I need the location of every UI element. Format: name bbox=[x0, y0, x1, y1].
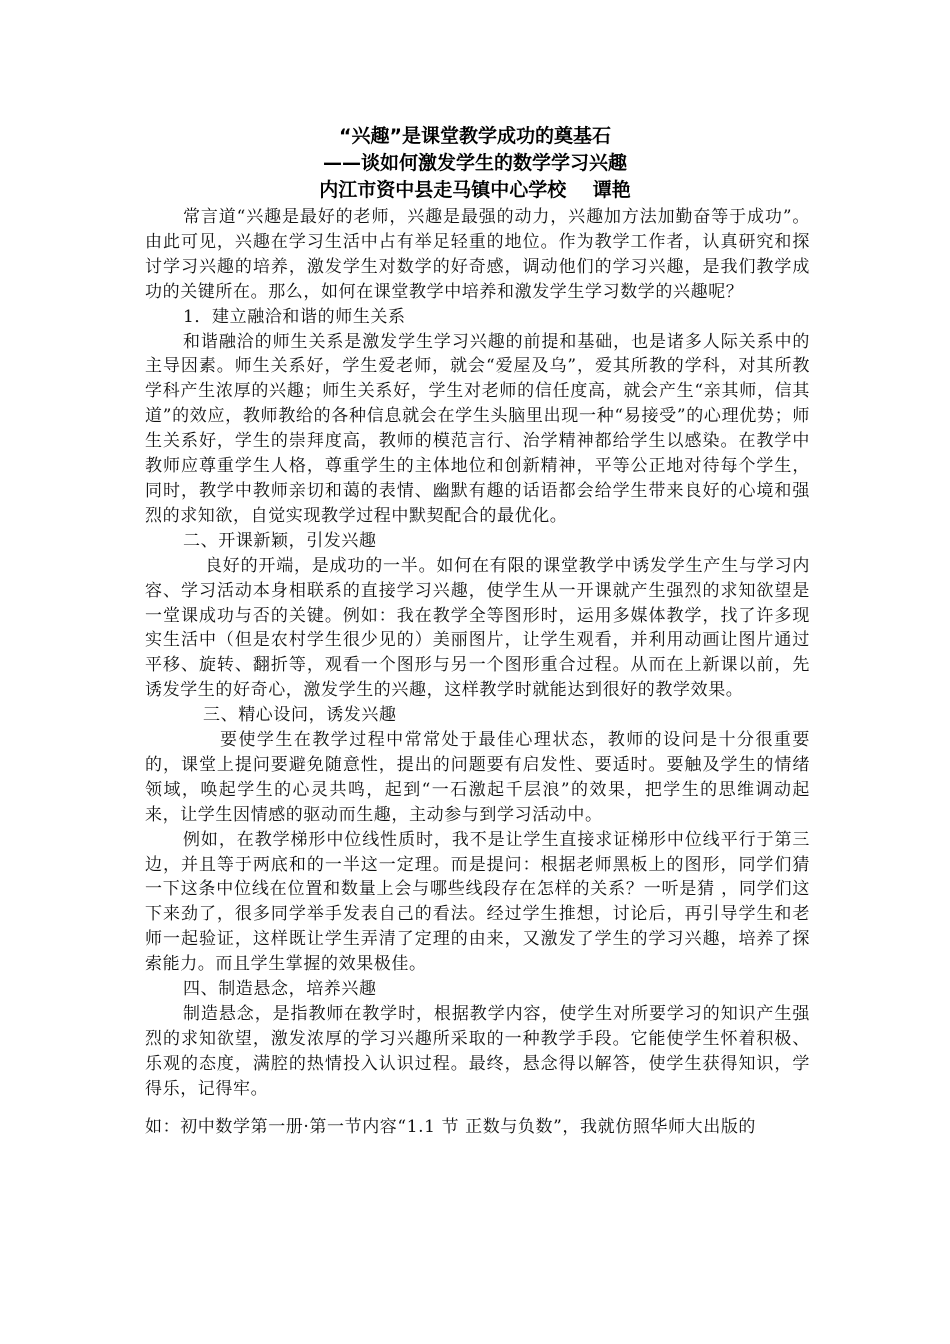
section-1-paragraph: 和谐融洽的师生关系是激发学生学习兴趣的前提和基础，也是诸多人际关系中的主导因素。师生关系好，学生爱老师，就会“爱屋及乌”，爱其所教的学科，对其所教学科产生浓厚的兴趣；师生关系好，学生对老师的信任度高，就会产生“亲其师，信其道”的效应，教师教给的各种信息就会在学生头脑里出现一种“易接受”的心理优势；师生关系好，学生的崇拜度高，教师的模范言行、治学精神都给学生以感染。在教学中教师应尊重学生人格，尊重学生的主体地位和创新精神，平等公正地对待每个学生，同时，教学中教师亲切和蔼的表情、幽默有趣的话语都会给学生带来良好的心境和强烈的求知欲，自觉实现教学过程中默契配合的最优化。 bbox=[145, 331, 810, 526]
section-heading-2: 二、开课新颖，引发兴趣 bbox=[183, 530, 377, 551]
intro-paragraph: 常言道“兴趣是最好的老师，兴趣是最强的动力，兴趣加方法加勤奋等于成功”。由此可见，兴趣在学习生活中占有举足轻重的地位。作为教学工作者，认真研究和探讨学习兴趣的培养，激发学生对数学的好奇感，调动他们的学习兴趣，是我们教学成功的关键所在。那么，如何在课堂教学中培养和激发学生学习数学的兴趣呢？ bbox=[145, 207, 810, 302]
section-heading-3: 三、精心设问，诱发兴趣 bbox=[203, 705, 397, 726]
document-title: “兴趣”是课堂教学成功的奠基石 bbox=[339, 125, 611, 147]
example-paragraph: 例如，在教学梯形中位线性质时，我不是让学生直接求证梯形中位线平行于第三边，并且等于两底和的一半这一定理。而是提问：根据老师黑板上的图形，同学们猜一下这条中位线在位置和数量上会与哪些线段存在怎样的关系？一听是猜 ，同学们这下来劲了，很多同学举手发表自己的看法。经过学生推想，讨论后，再引导学生和老师一起验证，这样既让学生弄清了定理的由来，又激发了学生的学习兴趣，培养了探索能力。而且学生掌握的效果极佳。 bbox=[145, 829, 810, 975]
section-3-paragraph: 要使学生在教学过程中常常处于最佳心理状态，教师的设问是十分很重要的，课堂上提问要避免随意性，提出的问题要有启发性、要适时。要触及学生的情绪领域，唤起学生的心灵共鸣，起到“一石激起千层浪”的效果，把学生的思维调动起来，让学生因情感的驱动而生趣，主动参与到学习活动中。 bbox=[145, 730, 810, 825]
document-body bbox=[145, 205, 810, 1140]
document-subtitle: ——谈如何激发学生的数学学习兴趣 bbox=[322, 152, 627, 174]
author-line: 内江市资中县走马镇中心学校 谭艳 bbox=[319, 179, 631, 201]
section-heading-1: 1．建立融洽和谐的师生关系 bbox=[183, 306, 406, 327]
title-block bbox=[145, 123, 805, 204]
example-intro-paragraph: 如：初中数学第一册·第一节内容“1.1 节 正数与负数”，我就仿照华师大出版的 bbox=[145, 1116, 757, 1137]
section-heading-4: 四、制造悬念，培养兴趣 bbox=[183, 979, 377, 1000]
section-4-paragraph: 制造悬念，是指教师在教学时，根据教学内容，使学生对所要学习的知识产生强烈的求知欲望，激发浓厚的学习兴趣所采取的一种教学手段。它能使学生怀着积极、乐观的态度，满腔的热情投入认识过程。最终，悬念得以解答，使学生获得知识，学得乐，记得牢。 bbox=[145, 1004, 810, 1099]
section-2-paragraph: 良好的开端，是成功的一半。如何在有限的课堂教学中诱发学生产生与学习内容、学习活动本身相联系的直接学习兴趣，使学生从一开课就产生强烈的求知欲望是一堂课成功与否的关键。例如：我在教学全等图形时，运用多媒体教学，找了许多现实生活中（但是农村学生很少见的）美丽图片，让学生观看，并利用动画让图片通过平移、旋转、翻折等，观看一个图形与另一个图形重合过程。从而在上新课以前，先诱发学生的好奇心，激发学生的兴趣，这样教学时就能达到很好的教学效果。 bbox=[145, 555, 810, 701]
